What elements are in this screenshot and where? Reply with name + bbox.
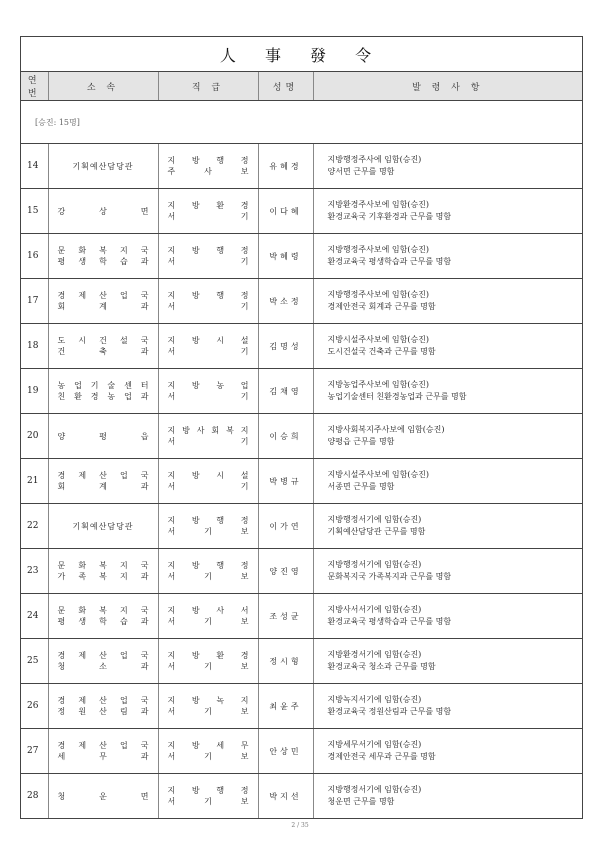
row-number: 28	[21, 774, 48, 819]
table-row	[21, 189, 582, 234]
row-name: 김채영	[258, 369, 313, 414]
action-line: 환경교육국 기후환경과 근무를 명함	[327, 212, 452, 221]
action-line: 지방시설주사보에 임함(승진)	[327, 470, 430, 479]
row-department	[48, 504, 158, 549]
header-grade: 직 급	[158, 72, 258, 101]
row-name: 박소정	[258, 279, 313, 324]
table-row	[21, 234, 582, 279]
row-number: 18	[21, 324, 48, 369]
department-line: 평 생 학 습 과	[57, 617, 149, 626]
row-department	[48, 459, 158, 504]
table-row	[21, 369, 582, 414]
department-line: 도 시 건 설 국	[57, 336, 149, 345]
row-grade	[158, 144, 258, 189]
personnel-order-sheet	[20, 36, 583, 819]
grade-line: 지 방 녹 지	[167, 696, 249, 705]
action-line: 기획예산담당관 근무를 명함	[327, 527, 426, 536]
table-row	[21, 279, 582, 324]
row-number: 16	[21, 234, 48, 279]
row-action	[313, 729, 582, 774]
row-name: 박지선	[258, 774, 313, 819]
grade-line: 지 방 환 경	[167, 201, 249, 210]
grade-line: 지 방 농 업	[167, 381, 249, 390]
grade-line: 서 기	[167, 392, 249, 401]
row-name: 조성균	[258, 594, 313, 639]
row-name: 최윤주	[258, 684, 313, 729]
row-department	[48, 234, 158, 279]
row-name: 양진영	[258, 549, 313, 594]
row-name: 이가연	[258, 504, 313, 549]
header-no: 연번	[21, 72, 48, 101]
row-number: 19	[21, 369, 48, 414]
department-line: 기획예산담당관	[72, 521, 134, 531]
grade-line: 지 방 사 회 복 지	[167, 426, 249, 435]
row-number: 27	[21, 729, 48, 774]
department-line: 문 화 복 지 국	[57, 606, 149, 615]
row-grade	[158, 684, 258, 729]
row-name: 이승희	[258, 414, 313, 459]
row-grade	[158, 279, 258, 324]
row-grade	[158, 729, 258, 774]
row-department	[48, 144, 158, 189]
grade-line: 서 기	[167, 212, 249, 221]
action-line: 지방행정주사보에 임함(승진)	[327, 290, 430, 299]
document-title: 人 事 發 令	[21, 37, 582, 72]
row-grade	[158, 504, 258, 549]
row-action	[313, 324, 582, 369]
row-action	[313, 639, 582, 684]
row-number: 17	[21, 279, 48, 324]
action-line: 지방행정서기에 임함(승진)	[327, 560, 422, 569]
row-number: 25	[21, 639, 48, 684]
row-name: 김명성	[258, 324, 313, 369]
table-row	[21, 639, 582, 684]
row-action	[313, 549, 582, 594]
grade-line: 서 기 보	[167, 617, 249, 626]
table-row	[21, 414, 582, 459]
grade-line: 지 방 행 정	[167, 291, 249, 300]
action-line: 지방환경주사보에 임함(승진)	[327, 200, 430, 209]
table-row	[21, 144, 582, 189]
row-department	[48, 684, 158, 729]
action-line: 지방녹지서기에 임함(승진)	[327, 695, 422, 704]
department-line: 친 환 경 농 업 과	[57, 392, 149, 401]
grade-line: 지 방 행 정	[167, 786, 249, 795]
department-line: 경 제 산 업 국	[57, 741, 149, 750]
row-name: 정시형	[258, 639, 313, 684]
row-department	[48, 774, 158, 819]
grade-line: 서 기	[167, 302, 249, 311]
personnel-table	[21, 72, 582, 819]
row-name: 유혜경	[258, 144, 313, 189]
table-row	[21, 684, 582, 729]
action-line: 환경교육국 평생학습과 근무를 명함	[327, 617, 452, 626]
department-line: 기획예산담당관	[72, 161, 134, 171]
action-line: 서종면 근무를 명함	[327, 482, 395, 491]
department-line: 문 화 복 지 국	[57, 561, 149, 570]
row-action	[313, 189, 582, 234]
table-row	[21, 729, 582, 774]
row-department	[48, 549, 158, 594]
department-line: 건 축 과	[57, 347, 149, 356]
action-line: 지방사서서기에 임함(승진)	[327, 605, 422, 614]
row-action	[313, 684, 582, 729]
row-action	[313, 234, 582, 279]
department-line: 정 원 산 림 과	[57, 707, 149, 716]
row-department	[48, 324, 158, 369]
grade-line: 주 사 보	[167, 167, 249, 176]
grade-line: 서 기 보	[167, 752, 249, 761]
header-row	[21, 72, 582, 101]
row-grade	[158, 774, 258, 819]
department-line: 문 화 복 지 국	[57, 246, 149, 255]
row-grade	[158, 549, 258, 594]
grade-line: 지 방 행 정	[167, 246, 249, 255]
department-line: 농 업 기 술 센 터	[57, 381, 149, 390]
row-name: 박병규	[258, 459, 313, 504]
action-line: 농업기술센터 친환경농업과 근무를 명함	[327, 392, 467, 401]
action-line: 지방농업주사보에 임함(승진)	[327, 380, 430, 389]
action-line: 지방행정서기에 임함(승진)	[327, 785, 422, 794]
row-action	[313, 414, 582, 459]
row-name: 안상민	[258, 729, 313, 774]
department-line: 회 계 과	[57, 302, 149, 311]
action-line: 지방세무서기에 임함(승진)	[327, 740, 422, 749]
grade-line: 서 기 보	[167, 707, 249, 716]
row-grade	[158, 324, 258, 369]
department-line: 강 상 면	[57, 206, 149, 216]
grade-line: 서 기 보	[167, 572, 249, 581]
action-line: 지방환경서기에 임함(승진)	[327, 650, 422, 659]
department-line: 세 무 과	[57, 752, 149, 761]
row-action	[313, 369, 582, 414]
row-grade	[158, 639, 258, 684]
grade-line: 서 기 보	[167, 797, 249, 806]
grade-line: 지 방 사 서	[167, 606, 249, 615]
department-line: 가 족 복 지 과	[57, 572, 149, 581]
grade-line: 서 기	[167, 437, 249, 446]
row-number: 22	[21, 504, 48, 549]
row-department	[48, 279, 158, 324]
row-department	[48, 189, 158, 234]
action-line: 도시건설국 건축과 근무를 명함	[327, 347, 436, 356]
header-name: 성명	[258, 72, 313, 101]
row-department	[48, 729, 158, 774]
page-number: 2 / 35	[291, 822, 309, 829]
row-number: 26	[21, 684, 48, 729]
row-name: 박혜령	[258, 234, 313, 279]
action-line: 양서면 근무를 명함	[327, 167, 395, 176]
department-line: 경 제 산 업 국	[57, 696, 149, 705]
row-grade	[158, 234, 258, 279]
row-number: 23	[21, 549, 48, 594]
grade-line: 지 방 세 무	[167, 741, 249, 750]
grade-line: 지 방 환 경	[167, 651, 249, 660]
action-line: 지방행정서기에 임함(승진)	[327, 515, 422, 524]
row-grade	[158, 369, 258, 414]
header-dept: 소 속	[48, 72, 158, 101]
row-department	[48, 369, 158, 414]
action-line: 청운면 근무를 명함	[327, 797, 395, 806]
row-grade	[158, 594, 258, 639]
department-line: 경 제 산 업 국	[57, 471, 149, 480]
grade-line: 지 방 행 정	[167, 156, 249, 165]
grade-line: 지 방 시 설	[167, 336, 249, 345]
action-line: 환경교육국 평생학습과 근무를 명함	[327, 257, 452, 266]
table-row	[21, 504, 582, 549]
section-label: [승진: 15명]	[35, 117, 80, 127]
grade-line: 지 방 행 정	[167, 516, 249, 525]
row-action	[313, 144, 582, 189]
row-action	[313, 774, 582, 819]
row-number: 20	[21, 414, 48, 459]
department-line: 양 평 읍	[57, 431, 149, 441]
grade-line: 지 방 시 설	[167, 471, 249, 480]
action-line: 지방행정주사보에 임함(승진)	[327, 245, 430, 254]
department-line: 회 계 과	[57, 482, 149, 491]
action-line: 양평읍 근무를 명함	[327, 437, 395, 446]
row-department	[48, 639, 158, 684]
row-department	[48, 414, 158, 459]
action-line: 환경교육국 정원산림과 근무를 명함	[327, 707, 452, 716]
grade-line: 서 기	[167, 347, 249, 356]
grade-line: 서 기	[167, 257, 249, 266]
row-grade	[158, 414, 258, 459]
row-department	[48, 594, 158, 639]
row-number: 15	[21, 189, 48, 234]
row-action	[313, 594, 582, 639]
department-line: 청 운 면	[57, 791, 149, 801]
table-row	[21, 774, 582, 819]
department-line: 평 생 학 습 과	[57, 257, 149, 266]
grade-line: 지 방 행 정	[167, 561, 249, 570]
header-action: 발 령 사 항	[313, 72, 582, 101]
row-number: 14	[21, 144, 48, 189]
row-number: 24	[21, 594, 48, 639]
row-grade	[158, 459, 258, 504]
grade-line: 서 기	[167, 482, 249, 491]
action-line: 지방행정주사에 임함(승진)	[327, 155, 422, 164]
department-line: 경 제 산 업 국	[57, 291, 149, 300]
action-line: 경제안전국 회계과 근무를 명함	[327, 302, 436, 311]
grade-line: 서 기 보	[167, 527, 249, 536]
table-row	[21, 324, 582, 369]
action-line: 지방사회복지주사보에 임함(승진)	[327, 425, 445, 434]
department-line: 경 제 산 업 국	[57, 651, 149, 660]
action-line: 환경교육국 청소과 근무를 명함	[327, 662, 436, 671]
table-row	[21, 549, 582, 594]
department-line: 청 소 과	[57, 662, 149, 671]
row-number: 21	[21, 459, 48, 504]
table-row	[21, 459, 582, 504]
row-action	[313, 279, 582, 324]
row-grade	[158, 189, 258, 234]
table-row	[21, 594, 582, 639]
row-action	[313, 504, 582, 549]
grade-line: 서 기 보	[167, 662, 249, 671]
row-action	[313, 459, 582, 504]
action-line: 문화복지국 가족복지과 근무를 명함	[327, 572, 452, 581]
action-line: 지방시설주사보에 임함(승진)	[327, 335, 430, 344]
section-row	[21, 101, 582, 144]
action-line: 경제안전국 세무과 근무를 명함	[327, 752, 436, 761]
row-name: 이다혜	[258, 189, 313, 234]
